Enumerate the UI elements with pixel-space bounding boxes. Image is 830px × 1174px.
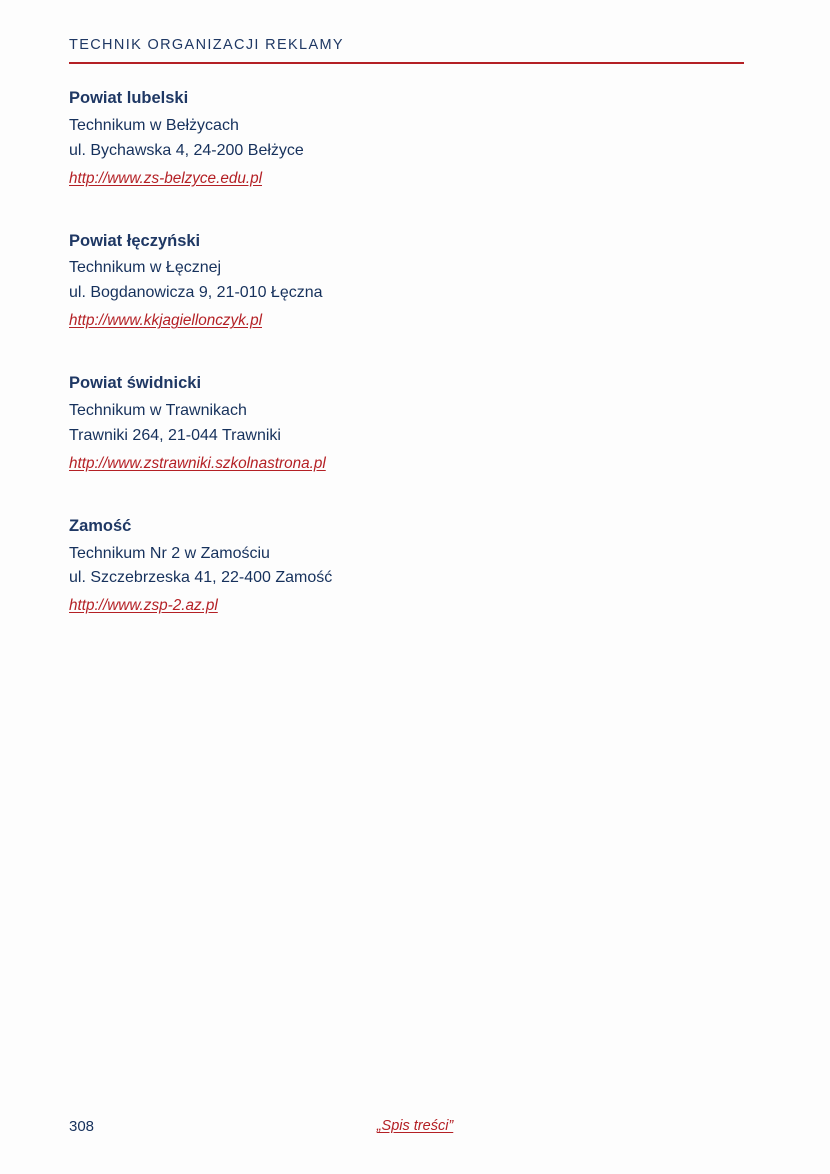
entry-school: Technikum Nr 2 w Zamościu <box>69 544 270 562</box>
list-item <box>69 229 759 334</box>
entry-title: Powiat świdnicki <box>69 374 202 393</box>
entry-address: Trawniki 264, 21-044 Trawniki <box>69 426 281 444</box>
page-footer <box>0 1118 830 1148</box>
entry-school: Technikum w Trawnikach <box>69 401 247 419</box>
list-item <box>69 371 759 476</box>
table-of-contents-link[interactable]: „Spis treści” <box>376 1118 454 1134</box>
entry-website-link[interactable]: http://www.kkjagiellonczyk.pl <box>69 312 262 330</box>
page-number: 308 <box>69 1118 95 1135</box>
entry-address: ul. Bychawska 4, 24-200 Bełżyce <box>69 141 304 159</box>
page-header-title: TECHNIK ORGANIZACJI REKLAMY <box>69 37 344 53</box>
entry-address: ul. Szczebrzeska 41, 22-400 Zamość <box>69 569 333 587</box>
entry-website-link[interactable]: http://www.zsp-2.az.pl <box>69 597 218 615</box>
page-header <box>69 37 744 64</box>
entry-list <box>69 86 759 656</box>
list-item <box>69 86 759 191</box>
header-divider <box>69 62 744 64</box>
entry-school: Technikum w Łęcznej <box>69 259 222 277</box>
entry-title: Zamość <box>69 516 132 535</box>
entry-website-link[interactable]: http://www.zs-belzyce.edu.pl <box>69 169 262 187</box>
list-item <box>69 514 759 619</box>
entry-school: Technikum w Bełżycach <box>69 116 239 134</box>
entry-title: Powiat łęczyński <box>69 231 201 250</box>
entry-website-link[interactable]: http://www.zstrawniki.szkolnastrona.pl <box>69 454 326 472</box>
entry-address: ul. Bogdanowicza 9, 21-010 Łęczna <box>69 284 323 302</box>
entry-title: Powiat lubelski <box>69 89 189 107</box>
